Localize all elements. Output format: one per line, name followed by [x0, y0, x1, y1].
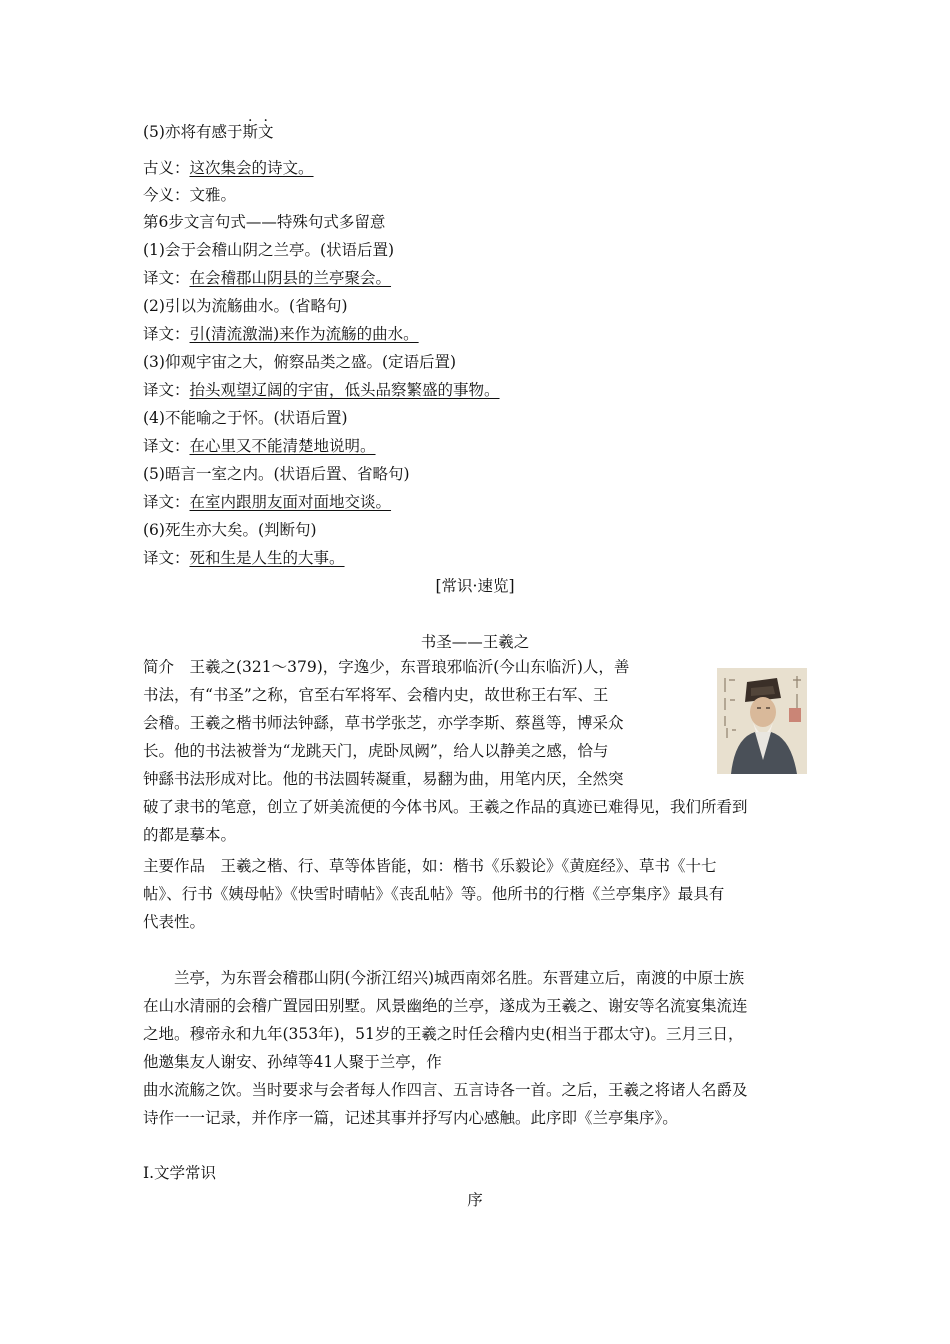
sentence-6: (6)死生亦大矣。(判断句) [143, 521, 317, 539]
ancient-meaning-label: 古义： [143, 159, 190, 177]
translation-text: 死和生是人生的大事。 [189, 549, 345, 567]
step6-title: 第6步文言句式——特殊句式多留意 [143, 213, 386, 231]
translation-label: 译文： [143, 269, 190, 287]
sentence-1: (1)会于会稽山阴之兰亭。(状语后置) [143, 241, 395, 259]
sentence-4: (4)不能喻之于怀。(状语后置) [143, 409, 348, 427]
translation-label: 译文： [143, 549, 190, 567]
dotted-char-1: 斯 [242, 123, 258, 141]
bio-line: 破了隶书的笔意，创立了妍美流便的今体书风。王羲之作品的真迹已难得见，我们所看到 [143, 798, 748, 816]
dotted-char-2: 文 [257, 123, 274, 141]
vocab-item-5 [143, 122, 274, 142]
bio-title: 书圣——王羲之 [420, 633, 530, 651]
modern-meaning-label: 今义： [143, 186, 190, 204]
sentence-5: (5)晤言一室之内。(状语后置、省略句) [143, 465, 410, 483]
translation-5 [143, 492, 391, 512]
translation-3 [143, 380, 500, 400]
xu-label: 序 [467, 1191, 483, 1209]
modern-meaning-text: 文雅。 [189, 186, 237, 204]
wang-xizhi-portrait [717, 668, 807, 774]
translation-1 [143, 268, 391, 288]
background-line: 之地。穆帝永和九年(353年)，51岁的王羲之时任会稽内史(相当于郡太守)。三月三日， [143, 1025, 744, 1043]
bio-line: 的都是摹本。 [143, 826, 237, 844]
translation-label: 译文： [143, 437, 190, 455]
bio-line: 钟繇书法形成对比。他的书法圆转凝重，易翻为曲，用笔内厌，全然突 [143, 770, 624, 788]
translation-text: 引(清流激湍)来作为流觞的曲水。 [189, 325, 419, 343]
background-line: 曲水流觞之饮。当时要求与会者每人作四言、五言诗各一首。之后，王羲之将诸人名爵及 [143, 1081, 748, 1099]
background-line: 兰亭，为东晋会稽郡山阴(今浙江绍兴)城西南郊名胜。东晋建立后，南渡的中原士族 [143, 969, 745, 987]
portrait-illustration [717, 668, 807, 774]
background-line: 在山水清丽的会稽广置园田别墅。风景幽绝的兰亭，遂成为王羲之、谢安等名流宴集流连 [143, 997, 748, 1015]
bio-line: 长。他的书法被誉为“龙跳天门，虎卧凤阙”，给人以静美之感，恰与 [143, 742, 609, 760]
vocab-item-5-prefix: (5)亦将有感于 [143, 123, 243, 141]
translation-text: 在室内跟朋友面对面地交谈。 [189, 493, 392, 511]
works-line: 帖》、行书《姨母帖》《快雪时晴帖》《丧乱帖》等。他所书的行楷《兰亭集序》最具有 [143, 885, 725, 903]
background-line: 他邀集友人谢安、孙绰等41人聚于兰亭，作 [143, 1053, 442, 1071]
literature-heading: Ⅰ.文学常识 [143, 1164, 217, 1182]
translation-text: 在会稽郡山阴县的兰亭聚会。 [189, 269, 392, 287]
translation-label: 译文： [143, 493, 190, 511]
translation-6 [143, 548, 345, 568]
ancient-meaning [143, 158, 314, 178]
translation-text: 抬头观望辽阔的宇宙，低头品察繁盛的事物。 [189, 381, 500, 399]
translation-2 [143, 324, 419, 344]
sentence-3: (3)仰观宇宙之大，俯察品类之盛。(定语后置) [143, 353, 457, 371]
works-line: 主要作品 王羲之楷、行、草等体皆能，如：楷书《乐毅论》《黄庭经》、草书《十七 [143, 857, 717, 875]
translation-label: 译文： [143, 381, 190, 399]
works-line: 代表性。 [143, 913, 206, 931]
background-line: 诗作一一记录，并作序一篇，记述其事并抒写内心感触。此序即《兰亭集序》。 [143, 1109, 678, 1127]
modern-meaning [143, 185, 236, 205]
bio-line: 会稽。王羲之楷书师法钟繇，草书学张芝，亦学李斯、蔡邕等，博采众 [143, 714, 624, 732]
bio-line: 书法，有“书圣”之称，官至右军将军、会稽内史，故世称王右军、王 [143, 686, 609, 704]
translation-text: 在心里又不能清楚地说明。 [189, 437, 376, 455]
translation-label: 译文： [143, 325, 190, 343]
translation-4 [143, 436, 376, 456]
section-header: [常识·速览] [435, 577, 515, 595]
sentence-2: (2)引以为流觞曲水。(省略句) [143, 297, 348, 315]
ancient-meaning-text: 这次集会的诗文。 [189, 159, 314, 177]
bio-line: 简介 王羲之(321～379)，字逸少，东晋琅邪临沂(今山东临沂)人，善 [143, 658, 630, 676]
